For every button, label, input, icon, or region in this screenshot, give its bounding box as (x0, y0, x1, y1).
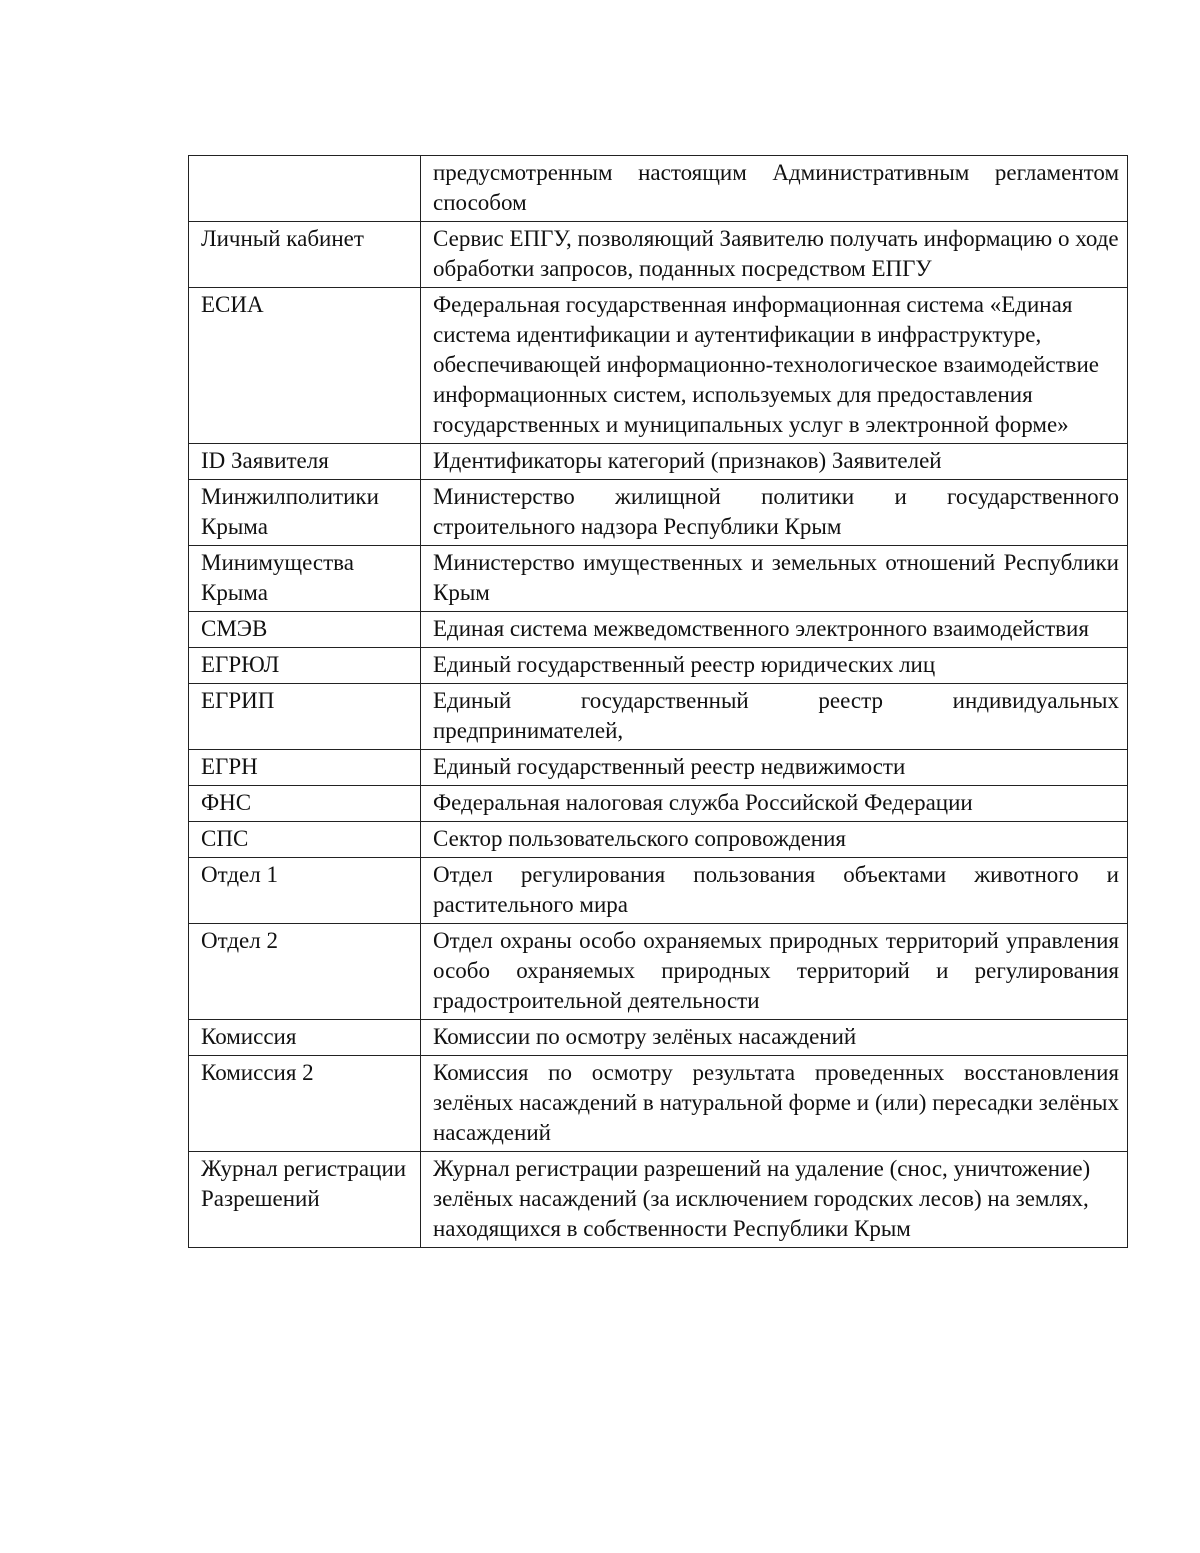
term-cell (189, 156, 421, 222)
definition-cell: Единый государственный реестр индивидуальных предпринимателей, (421, 684, 1128, 750)
definition-cell: Отдел охраны особо охраняемых природных территорий управления особо охраняемых природных территорий и регулирования градостроительной деятельности (421, 924, 1128, 1020)
definition-cell: Единый государственный реестр недвижимости (421, 750, 1128, 786)
term-cell: ЕСИА (189, 288, 421, 444)
term-cell: Комиссия (189, 1020, 421, 1056)
term-cell: СМЭВ (189, 612, 421, 648)
table-row (189, 684, 1128, 750)
table-row (189, 156, 1128, 222)
table-row (189, 1152, 1128, 1248)
definition-cell: Сервис ЕПГУ, позволяющий Заявителю получать информацию о ходе обработки запросов, поданных посредством ЕПГУ (421, 222, 1128, 288)
term-cell: ЕГРИП (189, 684, 421, 750)
term-cell: Отдел 1 (189, 858, 421, 924)
term-cell: Журнал регистрации Разрешений (189, 1152, 421, 1248)
definition-cell: Отдел регулирования пользования объектами животного и растительного мира (421, 858, 1128, 924)
table-row (189, 480, 1128, 546)
term-cell: ФНС (189, 786, 421, 822)
definition-cell: Федеральная государственная информационная система «Единая система идентификации и аутентификации в инфраструктуре, обеспечивающей информационно-технологическое взаимодействие информационных систем, используемых для предоставления государственных и муниципальных услуг в электронной форме» (421, 288, 1128, 444)
term-cell: Отдел 2 (189, 924, 421, 1020)
definition-cell: Единый государственный реестр юридических лиц (421, 648, 1128, 684)
table-row (189, 1020, 1128, 1056)
document-page (188, 155, 1128, 1248)
table-row (189, 288, 1128, 444)
definition-cell: Сектор пользовательского сопровождения (421, 822, 1128, 858)
definition-cell: Комиссии по осмотру зелёных насаждений (421, 1020, 1128, 1056)
table-row (189, 786, 1128, 822)
definition-cell: Единая система межведомственного электронного взаимодействия (421, 612, 1128, 648)
definition-cell: Министерство жилищной политики и государственного строительного надзора Республики Крым (421, 480, 1128, 546)
table-row (189, 858, 1128, 924)
table-row (189, 822, 1128, 858)
table-row (189, 1056, 1128, 1152)
table-row (189, 546, 1128, 612)
term-cell: Минжилполитики Крыма (189, 480, 421, 546)
definition-cell: Комиссия по осмотру результата проведенных восстановления зелёных насаждений в натуральной форме и (или) пересадки зелёных насаждений (421, 1056, 1128, 1152)
table-row (189, 750, 1128, 786)
table-row (189, 444, 1128, 480)
term-cell: СПС (189, 822, 421, 858)
abbreviations-table (188, 155, 1128, 1248)
term-cell: ЕГРН (189, 750, 421, 786)
table-row (189, 648, 1128, 684)
table-row (189, 612, 1128, 648)
definition-cell: Федеральная налоговая служба Российской Федерации (421, 786, 1128, 822)
term-cell: ID Заявителя (189, 444, 421, 480)
definition-cell: Идентификаторы категорий (признаков) Заявителей (421, 444, 1128, 480)
table-row (189, 924, 1128, 1020)
term-cell: Комиссия 2 (189, 1056, 421, 1152)
definition-cell: Министерство имущественных и земельных отношений Республики Крым (421, 546, 1128, 612)
table-row (189, 222, 1128, 288)
definition-cell: предусмотренным настоящим Административным регламентом способом (421, 156, 1128, 222)
term-cell: ЕГРЮЛ (189, 648, 421, 684)
definition-cell: Журнал регистрации разрешений на удаление (снос, уничтожение) зелёных насаждений (за исключением городских лесов) на землях, находящихся в собственности Республики Крым (421, 1152, 1128, 1248)
term-cell: Минимущества Крыма (189, 546, 421, 612)
term-cell: Личный кабинет (189, 222, 421, 288)
